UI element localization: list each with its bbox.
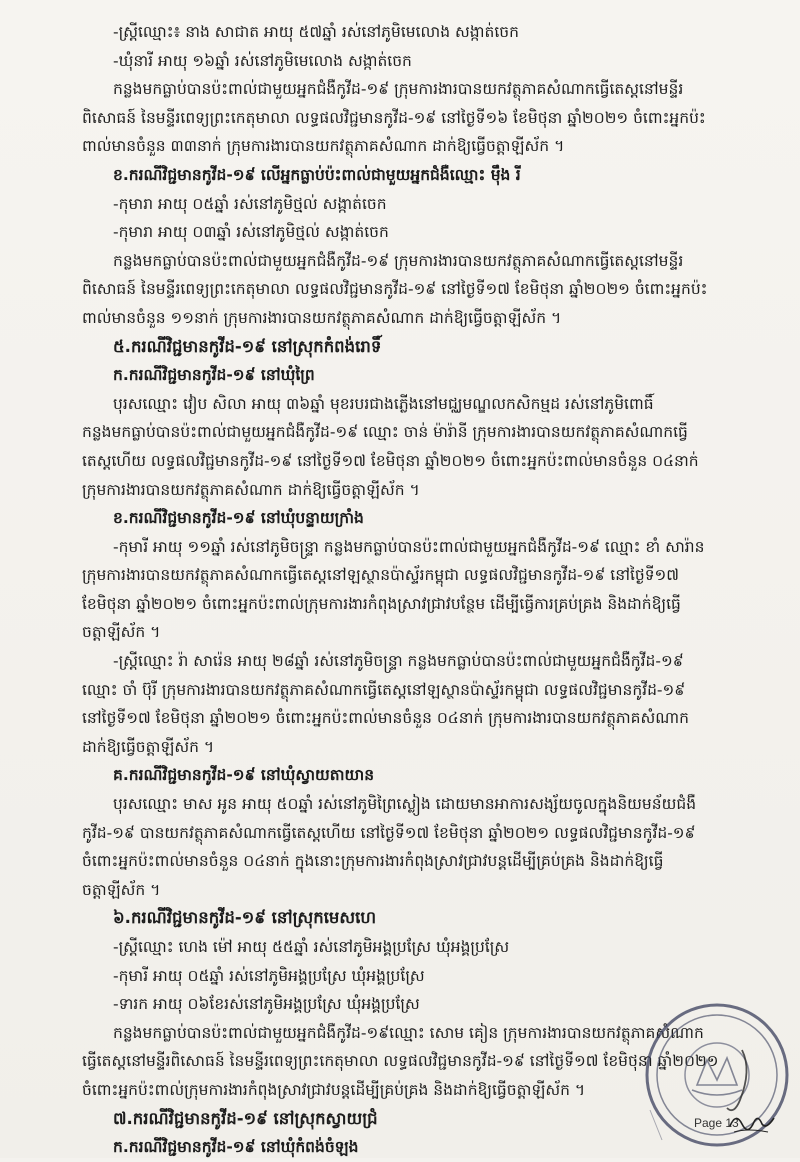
text-line: បុរសឈ្មោះ វៀប សិលា អាយុ ៣៦ឆ្នាំ មុខរបរជាងភ្លើងនៅមជ្ឈមណ្ឌលកសិកម្មដ រស់នៅភូមិពោធិ៍ (113, 394, 654, 413)
text-line: ធ្វើតេស្តនៅមន្ទីរពិសោធន៍ នៃមន្ទីរពេទ្យព្រះកេតុមាលា លទ្ធផលវិជ្ជមានកូវីដ-១៩ នៅថ្ងៃទី១៧ ខែមិថុនា ឆ្នាំ២០២១ (82, 1052, 719, 1071)
handwritten-signature-icon (728, 1108, 776, 1136)
text-line: ពាល់មានចំនួន ៣៣នាក់ ក្រុមការងារបានយកវត្ថុភាគសំណាក ដាក់ឱ្យធ្វើចត្តាឡីស័ក ។ (82, 137, 565, 156)
text-line: ចំពោះអ្នកប៉ះពាល់មានចំនួន ០៤នាក់ ក្នុងនោះក្រុមការងារកំពុងស្រាវជ្រាវបន្តដើម្បីគ្រប់គ្រង និងដាក់ឱ្យធ្វើ (82, 852, 664, 871)
text-line: ពិសោធន៍ នៃមន្ទីរពេទ្យព្រះកេតុមាលា លទ្ធផលវិជ្ជមានកូវីដ-១៩ នៅថ្ងៃទី១៧ ខែមិថុនា ឆ្នាំ២០២១ ចំពោះអ្នកប៉ះ (82, 280, 708, 299)
text-line: កន្លងមកធ្លាប់បានប៉ះពាល់ជាមួយអ្នកជំងឺកូវីដ-១៩ ឈ្មោះ ចាន់ ម៉ារ៉ានី ក្រុមការងារបានយកវត្ថុភាគសំណាកធ្វើ (82, 423, 688, 442)
text-line: ខែមិថុនា ឆ្នាំ២០២១ ចំពោះអ្នកប៉ះពាល់ក្រុមការងារកំពុងស្រាវជ្រាវបន្ថែម ដើម្បីធ្វើការគ្រប់គ្រង និងដាក់ឱ្យធ្វើ (82, 594, 681, 613)
text-line: -ស្ត្រីឈ្មោះ រ៉ា សារ៉េន អាយុ ២៨ឆ្នាំ រស់នៅភូមិចន្ទ្រា កន្លងមកធ្លាប់បានប៉ះពាល់ជាមួយអ្នកជំងឺកូវីដ-១៩ (113, 652, 684, 671)
text-line: ដាក់ឱ្យធ្វើចត្តាឡីស័ក ។ (82, 737, 215, 756)
text-line: ពិសោធន៍ នៃមន្ទីរពេទ្យព្រះកេតុមាលា លទ្ធផលវិជ្ជមានកូវីដ-១៩ នៅថ្ងៃទី១៦ ខែមិថុនា ឆ្នាំ២០២១ ចំពោះអ្នកប៉ះ (82, 108, 706, 127)
text-line: -កុមារា អាយុ ០៣ឆ្នាំ រស់នៅភូមិថ្មល់ សង្កាត់ចេក (113, 223, 389, 242)
text-line: ក្រុមការងារបានយកវត្ថុភាគសំណាក ដាក់ឱ្យធ្វើចត្តាឡីស័ក ។ (82, 480, 420, 499)
text-line: កូវីដ-១៩ បានយកវត្ថុភាគសំណាកធ្វើតេស្តហើយ នៅថ្ងៃទី១៧ ខែមិថុនា ឆ្នាំ២០២១ លទ្ធផលវិជ្ជមានកូវីដ-១៩ (82, 823, 696, 842)
text-line: -ទារក អាយុ ០៦ខែរស់នៅភូមិអង្គប្រស្រែ ឃុំអង្គប្រស្រែ (113, 995, 420, 1014)
text-line: តេស្តហើយ លទ្ធផលវិជ្ជមានកូវីដ-១៩ នៅថ្ងៃទី១៧ ខែមិថុនា ឆ្នាំ២០២១ ចំពោះអ្នកប៉ះពាល់មានចំនួន ០៤នាក់ (82, 451, 699, 470)
section-heading: គ.ករណីវិជ្ជមានកូវីដ-១៩ នៅឃុំស្វាយតាយាន (113, 766, 375, 785)
section-heading: ៧.ករណីវិជ្ជមានកូវីដ-១៩ នៅស្រុកស្វាយជ្រំ (113, 1108, 378, 1128)
section-heading: ខ.ករណីវិជ្ជមានកូវីដ-១៩ នៅឃុំបន្ទាយក្រាំង (113, 509, 364, 528)
section-heading: ខ.ករណីវិជ្ជមានកូវីដ-១៩ លើអ្នកធ្លាប់ប៉ះពាល់ជាមួយអ្នកជំងឺឈ្មោះ ម៉ឹង រី (113, 165, 521, 184)
text-line: -កុមារា អាយុ ០៥ឆ្នាំ រស់នៅភូមិថ្មល់ សង្កាត់ចេក (113, 194, 387, 213)
text-line: ចត្តាឡីស័ក ។ (82, 623, 161, 642)
text-line: -ស្ត្រីឈ្មោះ៖ នាង សាជាត អាយុ ៥៧ឆ្នាំ រស់នៅភូមិមេលេាង សង្កាត់ចេក (113, 23, 519, 41)
text-line: កន្លងមកធ្លាប់បានប៉ះពាល់ជាមួយអ្នកជំងឺកូវីដ-១៩ ក្រុមការងារបានយកវត្ថុភាគសំណាកធ្វើតេស្តនៅមន្ទីរ (113, 251, 684, 270)
text-line: ឈ្មោះ ចាំ ប៊ុរី ក្រុមការងារបានយកវត្ថុភាគសំណាកធ្វើតេស្តនៅឡស្ថានប៉ាស្ទ័រកម្ពុជា លទ្ធផលវិជ្ជមានកូវីដ-១៩ (82, 680, 686, 699)
section-heading: ក.ករណីវិជ្ជមានកូវីដ-១៩ នៅឃុំកំពង់ចំឡង (113, 1138, 359, 1157)
text-line: -កុមារី អាយុ ០៥ឆ្នាំ រស់នៅភូមិអង្គប្រស្រែ ឃុំអង្គប្រស្រែ (113, 966, 425, 985)
page-number: Page 13 (694, 1116, 739, 1130)
text-line: បុរសឈ្មោះ មាស អូន អាយុ ៥០ឆ្នាំ រស់នៅភូមិព្រៃស្លៀង ដោយមានអាការសង្ស័យចូលក្នុងនិយមន័យជំងឺ (113, 795, 697, 814)
text-line: ចត្តាឡីស័ក ។ (82, 880, 161, 899)
text-line: -ស្ត្រីឈ្មោះ ហេង ម៉ៅ អាយុ ៥៥ឆ្នាំ រស់នៅភូមិអង្គប្រស្រែ ឃុំអង្គប្រស្រែ (113, 938, 510, 956)
text-line: កន្លងមកធ្លាប់បានប៉ះពាល់ជាមួយអ្នកជំងឺកូវីដ-១៩ ក្រុមការងារបានយកវត្ថុភាគសំណាកធ្វើតេស្តនៅមន្ទីរ (113, 80, 684, 99)
text-line: ចំពោះអ្នកប៉ះពាល់ក្រុមការងារកំពុងស្រាវជ្រាវបន្តដើម្បីគ្រប់គ្រង និងដាក់ឱ្យធ្វើចត្តាឡីស័ក ។ (82, 1080, 586, 1099)
text-line: -ឃុំនារី អាយុ ១៦ឆ្នាំ រស់នៅភូមិមេលេាង សង្កាត់ចេក (113, 51, 412, 70)
text-line: -កុមារី អាយុ ១១ឆ្នាំ រស់នៅភូមិចន្ទ្រា កន្លងមកធ្លាប់បានប៉ះពាល់ជាមួយអ្នកជំងឺកូវីដ-១៩ ឈ្មោះ ខាំ សារ៉ាន (113, 537, 705, 556)
text-line: កន្លងមកធ្លាប់បានប៉ះពាល់ជាមួយអ្នកជំងឺកូវីដ-១៩ឈ្មោះ សោម គៀន ក្រុមការងារបានយកវត្ថុភាគសំណាក (113, 1023, 704, 1042)
section-heading: ក.ករណីវិជ្ជមានកូវីដ-១៩ នៅឃុំព្រៃ (113, 366, 315, 385)
section-heading: ៦.ករណីវិជ្ជមានកូវីដ-១៩ នៅស្រុកមេសហេ (113, 908, 377, 928)
text-line: នៅថ្ងៃទី១៧ ខែមិថុនា ឆ្នាំ២០២១ ចំពោះអ្នកប៉ះពាល់មានចំនួន ០៤នាក់ ក្រុមការងារបានយកវត្ថុភាគសំណាក (82, 709, 689, 728)
text-line: ពាល់មានចំនួន ១១នាក់ ក្រុមការងារបានយកវត្ថុភាគសំណាក ដាក់ឱ្យធ្វើចត្តាឡីស័ក ។ (82, 308, 562, 327)
text-line: ក្រុមការងារបានយកវត្ថុភាគសំណាកធ្វើតេស្តនៅឡស្ថានប៉ាស្ទ័រកម្ពុជា លទ្ធផលវិជ្ជមានកូវីដ-១៩ នៅថ្ងៃទី១៧ (82, 566, 679, 585)
section-heading: ៥.ករណីវិជ្ជមានកូវីដ-១៩ នៅស្រុកកំពង់រោទិ៍ (113, 336, 382, 356)
